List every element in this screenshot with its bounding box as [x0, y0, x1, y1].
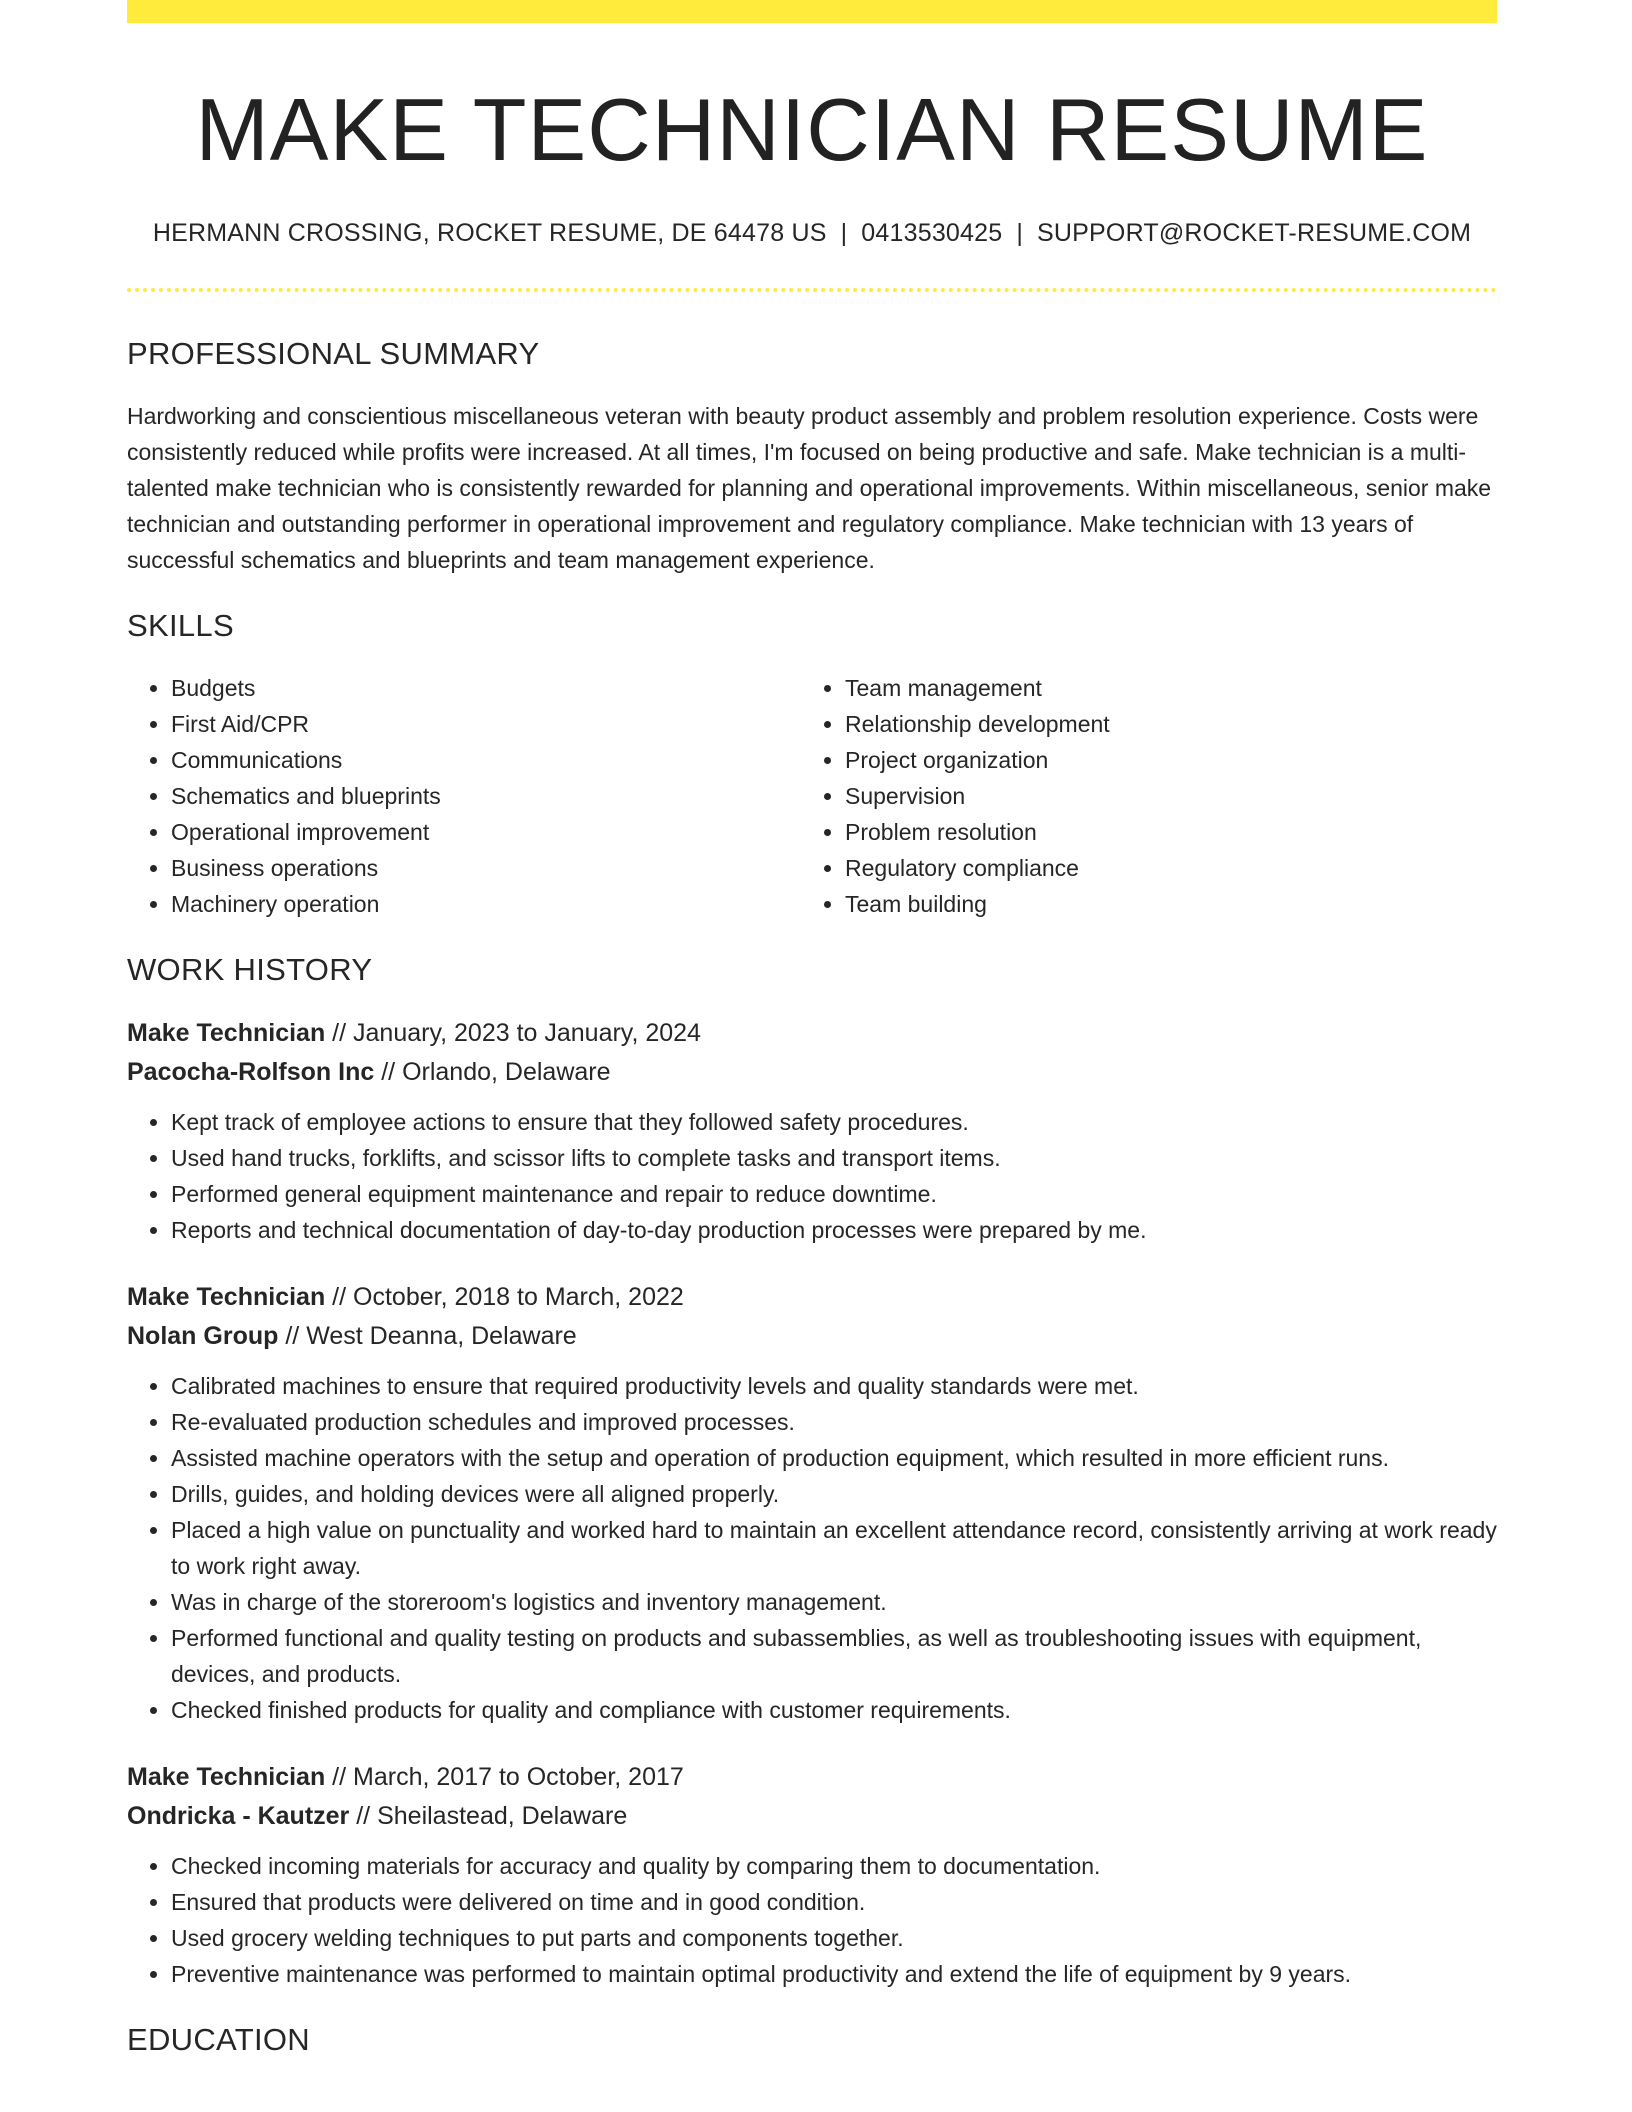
dotted-divider: [127, 288, 1497, 292]
job-bullet: • Reports and technical documentation of day-to-day production processes were prepared by me.: [171, 1212, 1497, 1248]
job-dates: October, 2018 to March, 2022: [353, 1283, 684, 1311]
resume-title: MAKE TECHNICIAN RESUME: [195, 80, 1429, 179]
skill-item: • Communications: [171, 742, 801, 778]
skills-left-list: [127, 670, 801, 922]
skill-item: • Project organization: [845, 742, 1475, 778]
skill-item: • Problem resolution: [845, 814, 1475, 850]
job-company: Nolan Group: [127, 1322, 279, 1350]
skill-item: • Relationship development: [845, 706, 1475, 742]
job-bullet: • Was in charge of the storeroom's logistics and inventory management.: [171, 1584, 1497, 1620]
skill-item: • First Aid/CPR: [171, 706, 801, 742]
job-company-line: [127, 1317, 1497, 1356]
job-location: Orlando, Delaware: [402, 1058, 611, 1086]
job-divider: //: [285, 1322, 300, 1350]
job-bullet: • Preventive maintenance was performed to maintain optimal productivity and extend the life of equipment by 9 years.: [171, 1956, 1497, 1992]
skill-item: • Schematics and blueprints: [171, 778, 801, 814]
contact-separator: |: [1016, 219, 1024, 247]
job-bullet: • Ensured that products were delivered on time and in good condition.: [171, 1884, 1497, 1920]
job-divider: //: [332, 1019, 347, 1047]
contact-address: HERMANN CROSSING, ROCKET RESUME, DE 64478 US: [152, 219, 827, 247]
job-bullet: • Re-evaluated production schedules and improved processes.: [171, 1404, 1497, 1440]
job-bullet: • Drills, guides, and holding devices were all aligned properly.: [171, 1476, 1497, 1512]
skill-item: • Budgets: [171, 670, 801, 706]
job-entry: [127, 1758, 1497, 1992]
job-dates: March, 2017 to October, 2017: [353, 1763, 684, 1791]
job-company-line: [127, 1797, 1497, 1836]
contact-line: [127, 218, 1497, 248]
job-bullet: • Performed general equipment maintenance and repair to reduce downtime.: [171, 1176, 1497, 1212]
job-divider: //: [381, 1058, 396, 1086]
skill-item: • Business operations: [171, 850, 801, 886]
job-location: West Deanna, Delaware: [306, 1322, 577, 1350]
job-entry: [127, 1278, 1497, 1728]
job-bullets: [127, 1368, 1497, 1728]
summary-text: Hardworking and conscientious miscellaneous veteran with beauty product assembly and problem resolution experience. Costs were consistently reduced while profits were increased. At all times, I'm focused on being productive and safe. Make technician is a multi-talented make technician who is consistently rewarded for planning and operational improvements. Within miscellaneous, senior make technician and outstanding performer in operational improvement and regulatory compliance. Make technician with 13 years of successful schematics and blueprints and team management experience.: [127, 403, 1492, 573]
skills-right-list: [801, 670, 1475, 922]
job-role: Make Technician: [127, 1763, 326, 1791]
skill-item: • Supervision: [845, 778, 1475, 814]
skill-item: • Team management: [845, 670, 1475, 706]
job-role-line: [127, 1014, 1497, 1053]
job-bullet: • Performed functional and quality testing on products and subassemblies, as well as troubleshooting issues with equipment, devices, and products.: [171, 1620, 1497, 1692]
skills-heading: SKILLS: [127, 608, 234, 643]
job-bullet: • Assisted machine operators with the setup and operation of production equipment, which resulted in more efficient runs.: [171, 1440, 1497, 1476]
job-bullets: [127, 1848, 1497, 1992]
job-company-line: [127, 1053, 1497, 1092]
job-company: Pacocha-Rolfson Inc: [127, 1058, 375, 1086]
education-heading: EDUCATION: [127, 2022, 310, 2057]
contact-separator: |: [840, 219, 848, 247]
job-location: Sheilastead, Delaware: [377, 1802, 628, 1830]
job-bullet: • Checked finished products for quality and compliance with customer requirements.: [171, 1692, 1497, 1728]
skill-item: • Team building: [845, 886, 1475, 922]
job-bullets: [127, 1104, 1497, 1248]
skill-item: • Operational improvement: [171, 814, 801, 850]
job-role-line: [127, 1758, 1497, 1797]
summary-heading: PROFESSIONAL SUMMARY: [127, 336, 540, 371]
work-history-heading: WORK HISTORY: [127, 952, 373, 987]
job-bullet: • Used hand trucks, forklifts, and scissor lifts to complete tasks and transport items.: [171, 1140, 1497, 1176]
job-entry: [127, 1014, 1497, 1248]
resume-content: [127, 0, 1497, 2058]
job-role: Make Technician: [127, 1019, 326, 1047]
job-divider: //: [356, 1802, 371, 1830]
job-bullet: • Used grocery welding techniques to put parts and components together.: [171, 1920, 1497, 1956]
job-bullet: • Calibrated machines to ensure that required productivity levels and quality standards were met.: [171, 1368, 1497, 1404]
job-company: Ondricka - Kautzer: [127, 1802, 350, 1830]
contact-phone: 0413530425: [861, 219, 1003, 247]
job-role-line: [127, 1278, 1497, 1317]
job-divider: //: [332, 1283, 347, 1311]
skill-item: • Machinery operation: [171, 886, 801, 922]
contact-email: SUPPORT@ROCKET-RESUME.COM: [1037, 219, 1472, 247]
job-bullet: • Kept track of employee actions to ensure that they followed safety procedures.: [171, 1104, 1497, 1140]
skill-item: • Regulatory compliance: [845, 850, 1475, 886]
job-bullet: • Checked incoming materials for accuracy and quality by comparing them to documentation.: [171, 1848, 1497, 1884]
job-role: Make Technician: [127, 1283, 326, 1311]
job-dates: January, 2023 to January, 2024: [353, 1019, 701, 1047]
skills-grid: [127, 670, 1497, 922]
job-bullet: • Placed a high value on punctuality and worked hard to maintain an excellent attendance record, consistently arriving at work ready to work right away.: [171, 1512, 1497, 1584]
job-divider: //: [332, 1763, 347, 1791]
